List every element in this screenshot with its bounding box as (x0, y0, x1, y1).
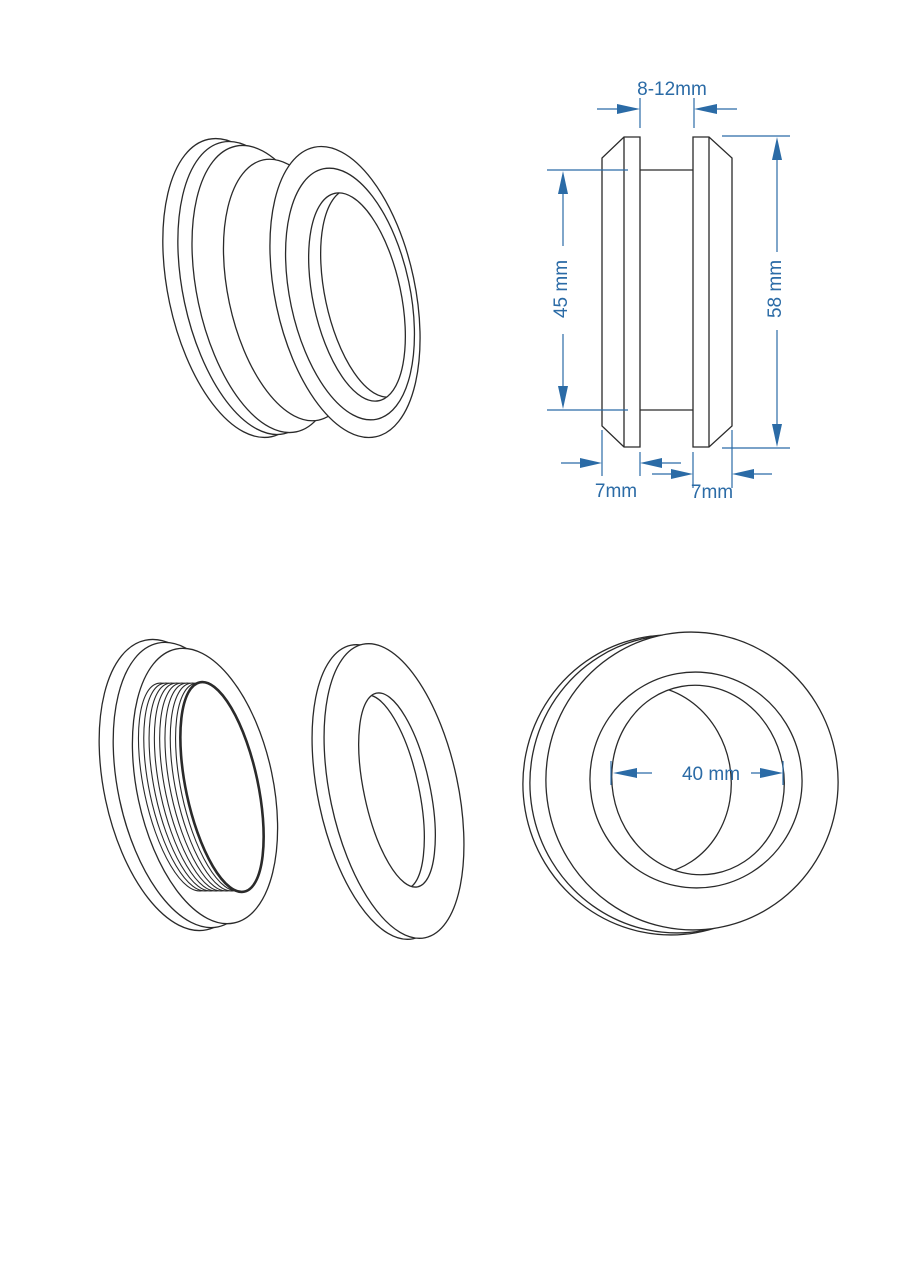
dimension-label-left-flange: 7mm (594, 481, 638, 502)
arrow-left-icon (694, 104, 717, 114)
extension-line (640, 98, 694, 128)
ring-nut (288, 631, 488, 952)
arrow-left-icon (732, 469, 754, 479)
left-flange-outline (602, 137, 640, 447)
cross-section-view (547, 79, 790, 503)
arrow-down-icon (772, 424, 782, 447)
exploded-view (75, 625, 488, 952)
arrow-left-icon (640, 458, 662, 468)
dimension-label-right-flange: 7mm (690, 482, 734, 503)
threaded-body (75, 625, 301, 944)
extension-line (602, 430, 640, 476)
dimension-left-flange-width (561, 430, 681, 502)
dimension-inner-height (547, 170, 628, 410)
arrow-right-icon (580, 458, 602, 468)
dimension-right-flange-width (652, 430, 772, 503)
right-flange-outline (693, 137, 732, 447)
arrow-down-icon (558, 386, 568, 409)
dimension-label-inner-height: 45 mm (551, 259, 572, 319)
dimension-label-hole-diameter: 40 mm (681, 764, 741, 785)
front-view (499, 609, 861, 958)
arrow-right-icon (671, 469, 693, 479)
extension-line (693, 430, 732, 488)
arrow-right-icon (617, 104, 640, 114)
dimension-label-outer-height: 58 mm (765, 259, 786, 319)
dimension-glass-thickness (597, 79, 737, 128)
isometric-view (138, 124, 444, 451)
arrow-up-icon (772, 137, 782, 160)
arrow-up-icon (558, 171, 568, 194)
dimension-label-glass-thickness: 8-12mm (637, 79, 707, 100)
